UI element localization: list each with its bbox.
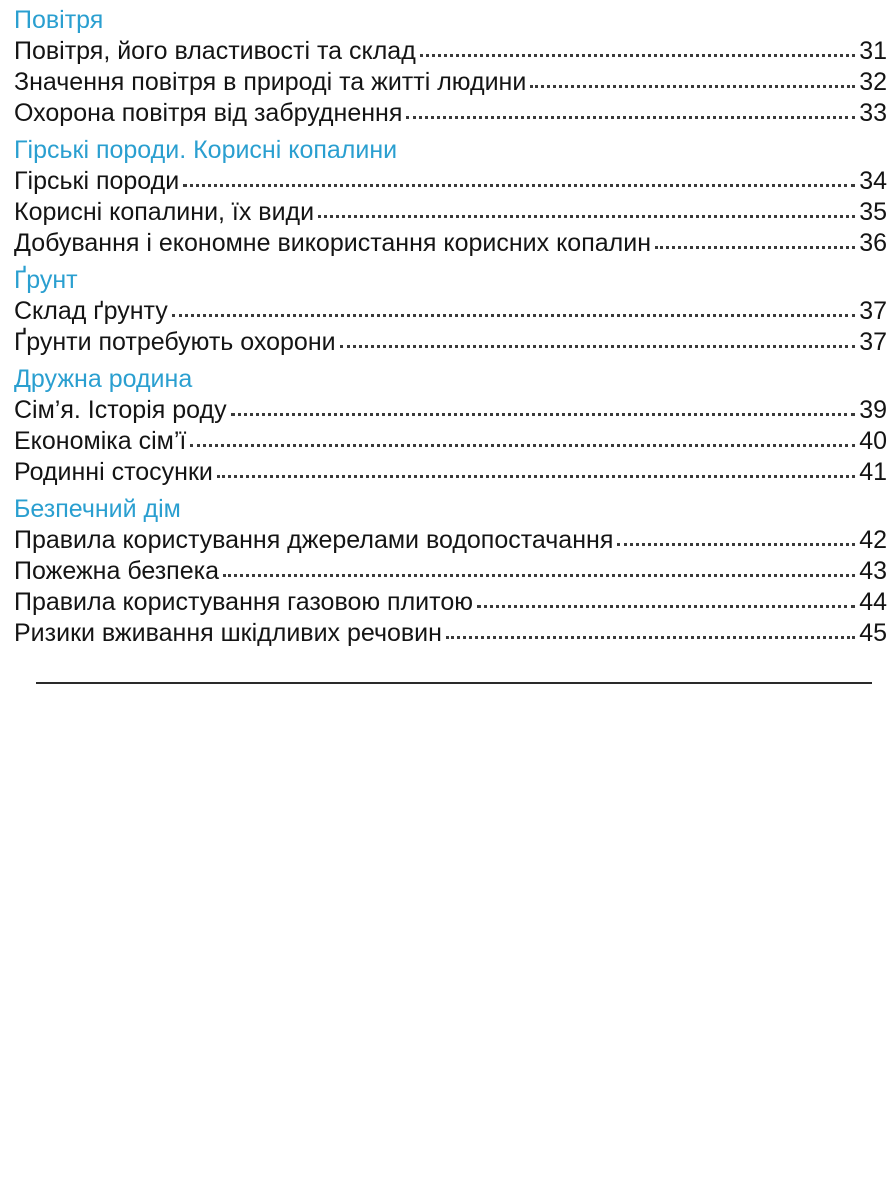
toc-section-soil: [14, 264, 887, 358]
dot-leader: [190, 438, 855, 447]
toc-entry[interactable]: [14, 98, 887, 129]
entry-page-number: 31: [859, 37, 887, 65]
toc-entry[interactable]: [14, 618, 887, 649]
dot-leader: [446, 630, 855, 639]
entry-page-number: 34: [859, 167, 887, 195]
dot-leader: [617, 537, 855, 546]
dot-leader: [655, 240, 855, 249]
entry-page-number: 44: [859, 588, 887, 616]
dot-leader: [340, 339, 856, 348]
entry-title: Значення повітря в природі та житті людини: [14, 68, 527, 96]
entry-page-number: 40: [859, 427, 887, 455]
entry-title: Добування і економне використання корисних копалин: [14, 229, 651, 257]
entry-page-number: 37: [859, 328, 887, 356]
toc-entry[interactable]: [14, 67, 887, 98]
entry-page-number: 39: [859, 396, 887, 424]
section-title: Ґрунт: [14, 266, 78, 294]
entry-page-number: 36: [859, 229, 887, 257]
entry-page-number: 35: [859, 198, 887, 226]
entry-page-number: 45: [859, 619, 887, 647]
section-title: Повітря: [14, 6, 104, 34]
toc-entry[interactable]: [14, 327, 887, 358]
toc-section-safe-home: [14, 493, 887, 649]
dot-leader: [183, 178, 855, 187]
entry-page-number: 37: [859, 297, 887, 325]
toc-entry[interactable]: [14, 36, 887, 67]
entry-title: Родинні стосунки: [14, 458, 213, 486]
entry-page-number: 41: [859, 458, 887, 486]
toc-entry[interactable]: [14, 166, 887, 197]
dot-leader: [477, 599, 855, 608]
dot-leader: [530, 79, 855, 88]
entry-title: Сім’я. Історія роду: [14, 396, 227, 424]
entry-title: Охорона повітря від забруднення: [14, 99, 403, 127]
toc-entry[interactable]: [14, 426, 887, 457]
entry-title: Повітря, його властивості та склад: [14, 37, 416, 65]
dot-leader: [318, 209, 855, 218]
entry-title: Економіка сім’ї: [14, 427, 187, 455]
entry-page-number: 42: [859, 526, 887, 554]
toc-entry[interactable]: [14, 395, 887, 426]
toc-entry[interactable]: [14, 525, 887, 556]
entry-title: Пожежна безпека: [14, 557, 220, 585]
toc-entry[interactable]: [14, 556, 887, 587]
toc-section-air: [14, 4, 887, 129]
section-title: Безпечний дім: [14, 495, 181, 523]
divider-line: [36, 682, 872, 684]
section-title: Дружна родина: [14, 365, 193, 393]
table-of-contents: [14, 4, 887, 649]
section-title: Гірські породи. Корисні копалини: [14, 136, 398, 164]
entry-title: Ґрунти потребують охорони: [14, 328, 336, 356]
entry-title: Гірські породи: [14, 167, 180, 195]
dot-leader: [420, 48, 855, 57]
entry-page-number: 43: [859, 557, 887, 585]
entry-title: Правила користування газовою плитою: [14, 588, 473, 616]
dot-leader: [172, 308, 855, 317]
entry-title: Склад ґрунту: [14, 297, 168, 325]
entry-title: Правила користування джерелами водопостачання: [14, 526, 614, 554]
entry-page-number: 33: [859, 99, 887, 127]
dot-leader: [223, 568, 855, 577]
dot-leader: [406, 110, 855, 119]
toc-entry[interactable]: [14, 197, 887, 228]
dot-leader: [217, 469, 855, 478]
toc-entry[interactable]: [14, 228, 887, 259]
entry-page-number: 32: [859, 68, 887, 96]
entry-title: Корисні копалини, їх види: [14, 198, 315, 226]
dot-leader: [231, 407, 856, 416]
toc-entry[interactable]: [14, 587, 887, 618]
entry-title: Ризики вживання шкідливих речовин: [14, 619, 442, 647]
toc-entry[interactable]: [14, 457, 887, 488]
toc-section-rocks-minerals: [14, 134, 887, 259]
toc-section-family: [14, 363, 887, 488]
toc-entry[interactable]: [14, 296, 887, 327]
